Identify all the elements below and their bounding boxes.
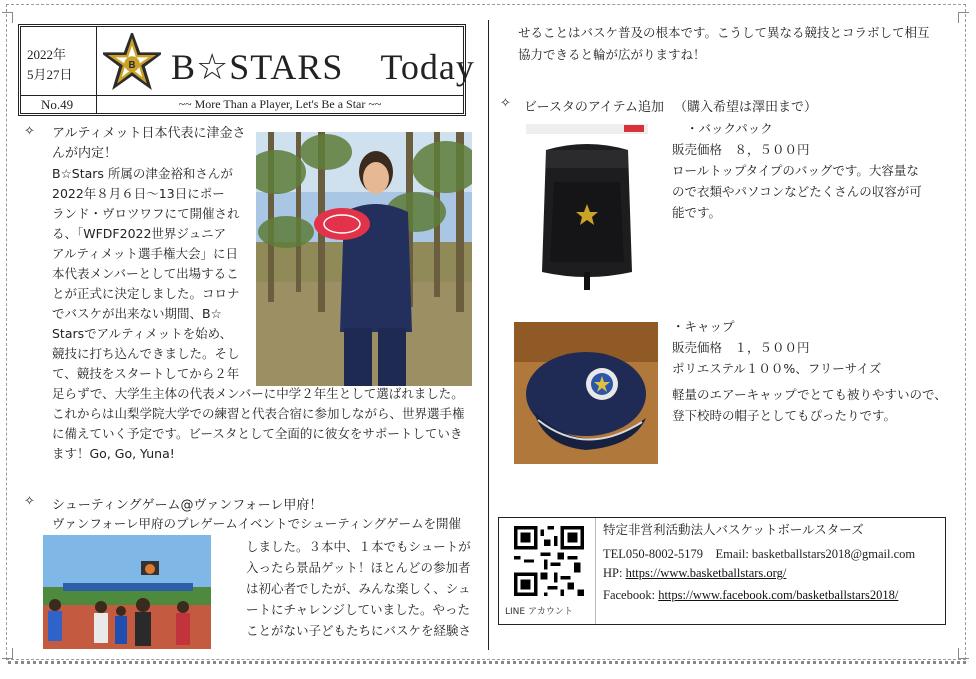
article1-line: とが正式に決定しました。コロナ <box>52 286 240 301</box>
article1-line: Starsでアルティメットを始め、 <box>52 326 233 341</box>
corner-mark <box>2 648 13 659</box>
cap-photo <box>514 322 658 464</box>
article2-line: ートにチャレンジしていました。やった <box>246 602 471 617</box>
corner-mark <box>958 648 969 659</box>
athlete-photo <box>256 132 472 386</box>
facebook-line <box>603 588 898 603</box>
article2-line: 協力できると輪が広がりますね！ <box>518 47 706 62</box>
article2-line: ヴァンフォーレ甲府のプレゲームイベントでシューティングゲームを開催 <box>52 516 462 531</box>
masthead <box>18 24 475 116</box>
cap-desc: 軽量のエアーキャップでとても被りやすいので、 <box>672 387 947 402</box>
cap-price: 販売価格 １，５００円 <box>672 340 810 355</box>
backpack-photo <box>524 122 650 292</box>
backpack-name: ・バックパック <box>686 121 773 136</box>
bullet-diamond-icon: ✧ <box>500 96 511 111</box>
cap-desc: 登下校時の帽子としてもぴったりです。 <box>672 408 897 423</box>
org-name: 特定非営利活動法人バスケットボールスターズ <box>603 523 864 537</box>
article1-line: これからは山梨学院大学での練習と代表合宿に参加しながら、世界選手権 <box>52 406 465 421</box>
backpack-info <box>672 139 922 223</box>
backpack-desc: ので衣類やパソコンなどたくさんの収容が可 <box>672 184 922 199</box>
bullet-diamond-icon: ✧ <box>24 124 35 139</box>
article2-line: せることはバスケ普及の根本です。こうして異なる競技とコラボして相互 <box>518 25 930 40</box>
facebook-label: Facebook: <box>603 588 659 602</box>
backpack-desc: ロールトップタイプのバッグです。大容量な <box>672 163 919 178</box>
contact-tel-email: TEL050-8002-5179 Email: basketballstars2018@gmail.com <box>603 547 916 561</box>
items-heading: ビースタのアイテム追加 <box>524 100 665 115</box>
article1-line: 2022年８月６日～13日にポー <box>52 186 225 201</box>
newsletter-tagline: ~~ More Than a Player, Let's Be a Star ~~ <box>97 95 463 113</box>
homepage-label: HP: <box>603 566 626 580</box>
svg-text:B: B <box>128 59 136 71</box>
article1-line: アルティメット選手権大会」に日 <box>52 246 239 261</box>
homepage-line <box>603 566 786 581</box>
article1-body-full <box>52 384 465 464</box>
article2-line: は初心者でしたが、みんな楽しく、シュ <box>246 581 471 596</box>
article1-line: でバスケが出来ない期間、B☆ <box>52 306 222 321</box>
column-divider <box>488 20 489 650</box>
page-bottom-rule <box>8 661 966 667</box>
article2-line: 入ったら景品ゲット！ほとんどの参加者 <box>246 560 471 575</box>
corner-mark <box>958 12 969 23</box>
article1-heading <box>52 124 245 164</box>
article1-heading-line: アルティメット日本代表に津金さ <box>52 126 246 141</box>
article1-line: 競技に打ち込んできました。そし <box>52 346 240 361</box>
article1-line: る、「WFDF2022世界ジュニア <box>52 226 227 241</box>
issue-date <box>21 27 97 95</box>
backpack-details <box>686 118 773 139</box>
cap-details <box>672 316 881 379</box>
corner-mark <box>2 12 13 23</box>
items-note: （購入希望は澤田まで） <box>674 100 818 115</box>
article1-body-wrapped <box>52 164 240 384</box>
bullet-diamond-icon: ✧ <box>24 494 35 509</box>
article1-line: 足らずで、大学生主体の代表メンバーに中学２年生として選ばれました。 <box>52 386 464 401</box>
cap-name: ・キャップ <box>672 319 735 334</box>
backpack-price: 販売価格 ８，５００円 <box>672 142 810 157</box>
line-account-label: LINE アカウント <box>505 607 573 617</box>
article2-line: しました。３本中、１本でもシュートが <box>246 539 471 554</box>
article1-line: 本代表メンバーとして出場するこ <box>52 266 239 281</box>
issue-number: No.49 <box>21 95 97 113</box>
homepage-link[interactable]: https://www.basketballstars.org/ <box>625 566 787 580</box>
line-qr-code[interactable] <box>514 526 584 596</box>
newsletter-title: B☆STARS Today <box>171 47 475 87</box>
article2-continued <box>518 22 930 66</box>
article1-line: に備えていく予定です。ビースタとして全面的に彼女をサポートしていき <box>52 426 463 441</box>
contact-box <box>498 517 946 625</box>
article1-line: ランド・ヴロツワフにて開催され <box>52 206 240 221</box>
bstars-star-logo <box>103 33 161 91</box>
issue-year: 2022年 <box>27 47 67 62</box>
article1-heading-line: んが内定！ <box>52 146 118 161</box>
article2-line: ことがない子どもたちにバスケを経験さ <box>246 623 472 638</box>
article1-line: ます！Go, Go, Yuna! <box>52 446 175 461</box>
shooting-event-photo <box>43 535 211 649</box>
article1-line: て、競技をスタートしてから２年 <box>52 366 240 381</box>
backpack-desc: 能です。 <box>672 205 722 220</box>
cap-material: ポリエステル１００%、フリーサイズ <box>672 361 882 376</box>
facebook-link[interactable]: https://www.facebook.com/basketballstars2018/ <box>658 588 899 602</box>
article1-line: B☆Stars 所属の津金裕和さんが <box>52 166 233 181</box>
contact-divider <box>595 518 596 624</box>
cap-description <box>672 384 947 426</box>
issue-day: 5月27日 <box>27 67 73 82</box>
article2-body-wrapped <box>246 536 471 641</box>
article2-heading: シューティングゲーム@ヴァンフォーレ甲府！ <box>52 498 323 513</box>
